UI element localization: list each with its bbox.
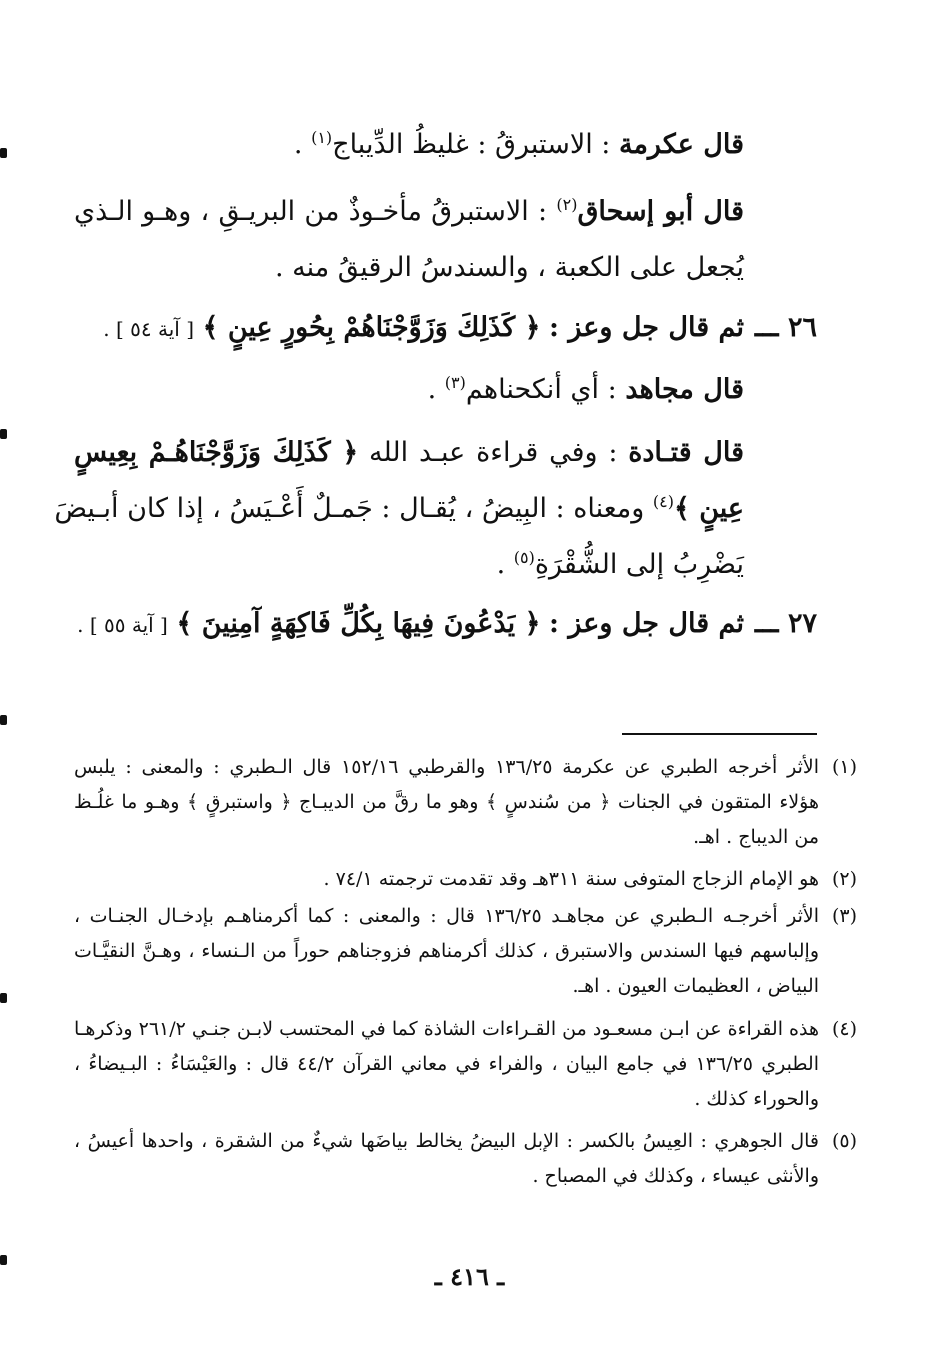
footnote-ref-4[interactable]: (٤)	[652, 492, 674, 511]
verse-26-ref: [ آية ٥٤ ] .	[103, 317, 195, 341]
footnote-ref-1[interactable]: (١)	[311, 128, 333, 147]
footnote-3-mark: (٣)	[831, 905, 857, 927]
qatada-reading-1: ﴿ كَذَلِكَ وَزَوَّجْنَاهُـمْ بِعِيسٍ	[74, 437, 359, 468]
page-number: ـ ٤١٦ ـ	[434, 1262, 505, 1291]
scan-edge-mark	[0, 993, 7, 1003]
abu-ishaq-text-1: : الاستبرقُ مأخـوذٌ من البريـقِ ، وهـو الـذي	[74, 196, 557, 227]
footnote-1-line-3: من الديباج . اهـ.	[693, 826, 819, 848]
qatada-text-3a: يَضْرِبُ إلى الشُّقْرَةِ	[534, 549, 744, 580]
text-ikrima: : الاستبرقُ : غليظُ الدِّيباج	[332, 129, 619, 160]
footnote-ref-3[interactable]: (٣)	[444, 373, 466, 392]
speaker-abu-ishaq: قال أبو إسحاق	[577, 196, 744, 227]
qatada-line-1	[74, 425, 744, 481]
footnote-1-mark: (١)	[831, 756, 857, 778]
footnote-5	[74, 1124, 819, 1194]
speaker-qatada: قال قتـادة	[628, 437, 745, 468]
scan-edge-mark	[0, 429, 7, 439]
text-mujahid: : أي أنكحناهم	[465, 374, 626, 405]
qatada-text-1a: : وفي قراءة عبـد الله	[358, 437, 629, 468]
qatada-line-2	[54, 481, 744, 537]
verse-27-line	[77, 606, 744, 643]
footnote-4-line-1: هذه القراءة عن ابـن مسعـود من القـراءات الشاذة كما في المحتسب لابـن جنـي ٢٦١/٢ وذكرهـا	[74, 1018, 819, 1040]
footnote-3-line-3: البياض ، العظيمات العيون . اهـ.	[572, 975, 819, 997]
qatada-text-2: ومعناه : البِيضُ ، يُقـال : جَمـلٌ أَعْـيَسُ ، إذا كان أبـيضَ	[54, 493, 653, 524]
footnote-5-mark: (٥)	[831, 1130, 857, 1152]
scan-edge-mark	[0, 715, 7, 725]
abu-ishaq-line-2: يُجعل على الكعبة ، والسندسُ الرقيقُ منه .	[274, 252, 744, 283]
footnote-2-line-1: هو الإمام الزجاج المتوفى سنة ٣١١هـ وقد تقدمت ترجمته ٧٤/١ .	[323, 868, 819, 890]
verse-27-lead: ثم قال جل وعز :	[549, 608, 744, 639]
paragraph-ikrima	[294, 127, 744, 163]
footnote-1	[74, 750, 819, 855]
footnote-separator	[622, 733, 817, 735]
paragraph-qatada	[54, 425, 745, 593]
paragraph-abu-ishaq	[74, 184, 744, 296]
footnote-ref-2[interactable]: (٢)	[556, 195, 578, 214]
verse-number-27: ٢٧ ـــ	[754, 608, 817, 639]
qatada-text-3b: .	[496, 549, 514, 580]
paragraph-mujahid	[428, 372, 744, 408]
footnote-4-mark: (٤)	[831, 1018, 857, 1040]
verse-26-line	[103, 310, 744, 347]
footnote-4	[74, 1012, 819, 1117]
verse-26-lead: ثم قال جل وعز :	[549, 312, 744, 343]
verse-number-26: ٢٦ ـــ	[754, 312, 817, 343]
footnote-5-line-2: والأنثى عيساء ، وكذلك في المصباح .	[532, 1165, 819, 1187]
qatada-line-3	[74, 537, 744, 593]
footnote-3-line-2: وإلباسهم فيها السندس والاستبرق ، كذلك أكرمناهم فزوجناهم حوراً من الـنساء ، وهـنَّ النقيَّـات	[74, 940, 819, 962]
footnote-2-mark: (٢)	[831, 868, 857, 890]
footnote-5-line-1: قال الجوهري : العِيسُ بالكسر : الإبل البيضُ يخالط بياضَها شيءٌ من الشقرة ، واحدها أعيسُ ،	[74, 1130, 819, 1152]
footnote-2	[74, 862, 819, 897]
abu-ishaq-line-1	[74, 184, 744, 240]
text-ikrima-end: .	[293, 129, 312, 160]
footnote-3	[74, 899, 819, 1004]
footnote-1-line-1: الأثر أخرجه الطبري عن عكرمة ١٣٦/٢٥ والقرطبي ١٥٢/١٦ قال الـطبري : والمعنى : يلبس	[74, 756, 820, 778]
speaker-mujahid: قال مجاهد	[625, 374, 744, 405]
footnote-1-line-2: هؤلاء المتقون في الجنات ﴿ من سُندسٍ ﴾ وهو ما رقَّ من الديبـاج ﴿ واستبرقٍ ﴾ وهـو ما غلُـظ	[74, 791, 819, 813]
footnote-ref-5[interactable]: (٥)	[513, 548, 535, 567]
scan-edge-mark	[0, 1255, 7, 1265]
footnote-3-line-1: الأثر أخرجـه الـطبري عن مجاهـد ١٣٦/٢٥ قال : والمعنى : كما أكرمناهـم بإدخـال الجنـات ،	[74, 905, 819, 927]
scan-edge-mark	[0, 148, 7, 158]
footnote-4-line-3: والحوراء كذلك .	[694, 1088, 819, 1110]
footnote-4-line-2: الطبري ١٣٦/٢٥ في جامع البيان ، والفراء في معاني القرآن ٤٤/٢ قال : والعَيْسَاءُ : البـيضاءُ ،	[74, 1053, 819, 1075]
speaker-ikrima: قال عكرمة	[618, 129, 744, 160]
qatada-reading-2: عِينٍ ﴾	[673, 493, 744, 524]
text-mujahid-end: .	[427, 374, 445, 405]
verse-27-ref: [ آية ٥٥ ] .	[77, 613, 168, 637]
verse-26-text: ﴿ كَذَلِكَ وَزَوَّجْنَاهُمْ بِحُورٍ عِينٍ ﴾	[202, 312, 541, 343]
verse-27-text: ﴿ يَدْعُونَ فِيهَا بِكُلِّ فَاكِهَةٍ آمِنِينَ ﴾	[176, 608, 541, 639]
